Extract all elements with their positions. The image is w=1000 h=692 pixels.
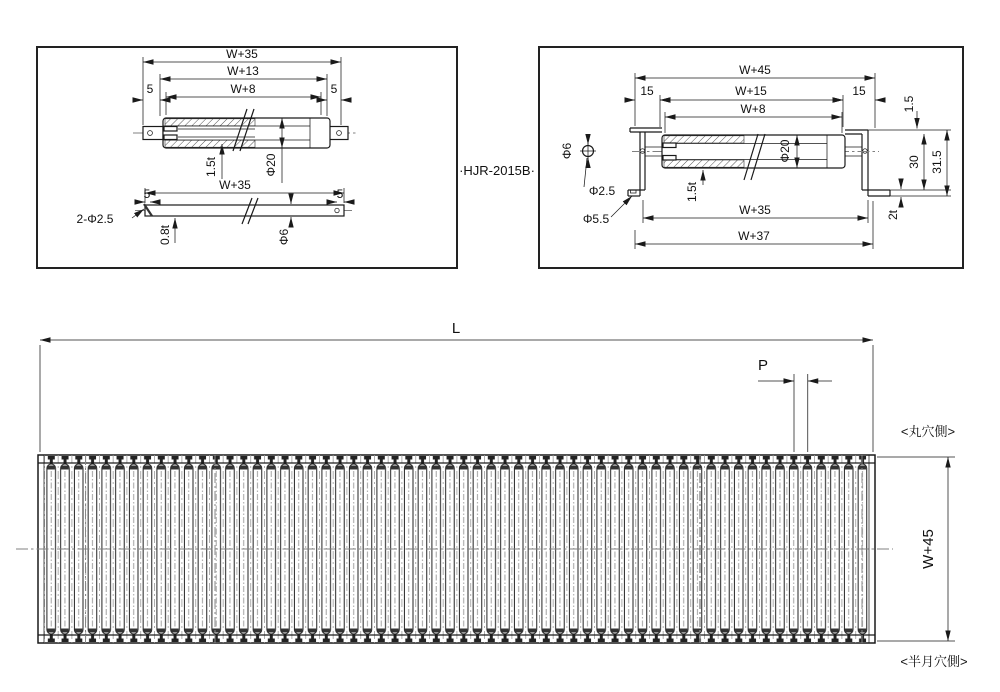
- dim-pin-hole: Φ2.5: [588, 184, 616, 198]
- dim-30: 30: [907, 155, 921, 169]
- shaft-view: [77, 178, 355, 245]
- plan-view: [16, 320, 968, 669]
- dim-w13: W+13: [227, 64, 259, 78]
- label-round-hole-side: <丸穴側>: [900, 424, 956, 439]
- dim-pin-dia: Φ6: [560, 142, 574, 160]
- dim-pitch: P: [757, 357, 769, 374]
- dim-end5-left: 5: [146, 82, 154, 96]
- dim-gap: 1.5: [902, 95, 916, 113]
- dim-roller-dia: Φ20: [778, 139, 792, 163]
- dim-w37: W+37: [738, 229, 770, 243]
- model-label: ·HJR-2015B·: [459, 163, 535, 178]
- right-detail-view: [539, 47, 963, 268]
- dim-shaft-holes: 2-Φ2.5: [76, 212, 114, 226]
- dim-slot: Φ5.5: [582, 212, 610, 226]
- roller-side-view: [133, 109, 357, 151]
- dim-15-left: 15: [640, 84, 654, 98]
- dim-shaft5-left: 5: [143, 187, 151, 201]
- dim-2t: 2t: [886, 209, 900, 221]
- dim-end5-right: 5: [330, 82, 338, 96]
- dim-tube-wall: 1.5t: [685, 181, 699, 203]
- label-half-moon-side: <半月穴側>: [900, 654, 968, 669]
- dim-w15: W+15: [735, 84, 767, 98]
- dim-length: L: [451, 320, 461, 337]
- roller-in-frame: [632, 134, 879, 180]
- dim-shaft5-right: 5: [336, 187, 344, 201]
- left-detail-border: [37, 47, 457, 268]
- dim-w35: W+35: [739, 203, 771, 217]
- roller-side-dimensions: [133, 47, 351, 183]
- dim-w8: W+8: [230, 82, 256, 96]
- dim-tube-wall: 1.5t: [204, 156, 218, 178]
- dim-shaft-w35: W+35: [219, 178, 251, 192]
- frame-bracket-right: [845, 130, 890, 196]
- pin-end-view: [560, 135, 615, 198]
- dim-31-5: 31.5: [930, 150, 944, 174]
- dim-width: W+45: [920, 529, 937, 569]
- frame-bracket-left: [583, 128, 662, 226]
- dim-w8: W+8: [740, 102, 766, 116]
- dim-w35-top: W+35: [226, 47, 258, 61]
- dim-shaft-dia: Φ6: [277, 228, 291, 246]
- dim-roller-dia: Φ20: [264, 153, 278, 177]
- dim-shaft-wall: 0.8t: [158, 224, 172, 246]
- dim-w45: W+45: [739, 63, 771, 77]
- dim-15-right: 15: [852, 84, 866, 98]
- left-detail-view: [37, 47, 457, 268]
- conveyor-body: [16, 455, 893, 643]
